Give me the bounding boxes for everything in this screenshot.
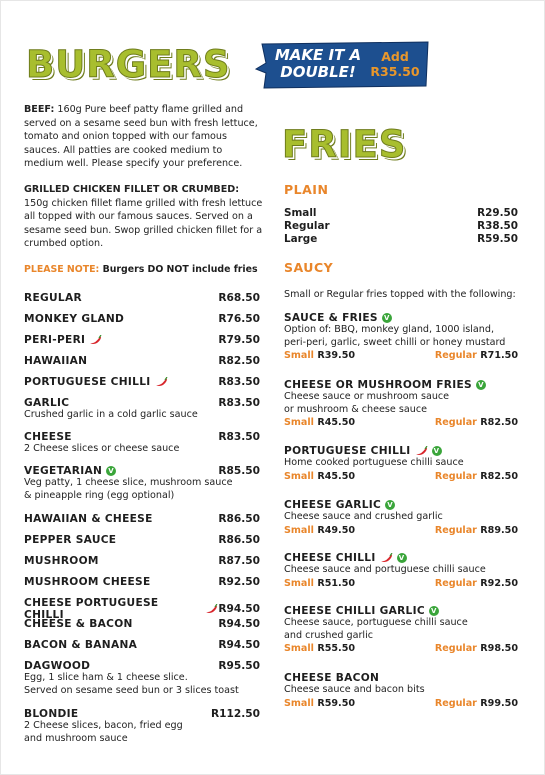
item-price: R94.50 (218, 618, 260, 630)
fry-name-wrap (284, 605, 518, 617)
item-desc: Veg patty, 1 cheese slice, mushroom sauce (24, 477, 233, 488)
item-name: MUSHROOM (24, 555, 99, 567)
fry-desc: Home cooked portuguese chilli sauce (284, 457, 464, 468)
fries-title: FRIES (282, 123, 407, 166)
fry-desc: Option of: BBQ, monkey gland, 1000 island, (284, 324, 495, 335)
chicken-description (24, 183, 264, 251)
burgers-title: BURGERS (26, 43, 231, 86)
item-price: R83.50 (218, 397, 260, 409)
item-price: R86.50 (218, 534, 260, 546)
regular-label: Regular (434, 643, 477, 655)
burger-item-monkey-gland (24, 313, 260, 325)
regular-price: R82.50 (480, 470, 518, 482)
fry-name: PORTUGUESE CHILLI (284, 445, 411, 457)
item-name: BACON & BANANA (24, 639, 138, 651)
item-name: HAWAIIAN (24, 355, 88, 367)
burger-item-cheese (24, 431, 260, 456)
fry-name: CHEESE OR MUSHROOM FRIES (284, 379, 472, 391)
saucy-intro: Small or Regular fries topped with the following: (284, 289, 516, 300)
vegetarian-icon: V (429, 606, 439, 616)
plain-price: R38.50 (477, 220, 518, 232)
burger-item-hawaiian-cheese (24, 513, 260, 525)
chilli-icon (205, 604, 218, 614)
note-text: Burgers DO NOT include fries (102, 264, 258, 275)
plain-heading: PLAIN (284, 182, 329, 197)
item-price: R79.50 (218, 334, 260, 346)
small-price: R39.50 (317, 350, 356, 362)
item-price: R82.50 (218, 355, 260, 367)
small-label: Small (284, 577, 314, 589)
burger-item-regular (24, 292, 260, 304)
fry-sizes (284, 578, 518, 589)
burger-item-mushroom-cheese (24, 576, 260, 588)
item-desc: 2 Cheese slices or cheese sauce (24, 443, 180, 454)
item-desc: 2 Cheese slices, bacon, fried egg (24, 720, 183, 731)
fry-name: CHEESE CHILLI GARLIC (284, 605, 425, 617)
regular-price: R98.50 (480, 643, 518, 655)
regular-label: Regular (434, 350, 477, 362)
item-price: R76.50 (218, 313, 260, 325)
make-it-double-badge (254, 41, 431, 89)
plain-price: R29.50 (477, 207, 518, 219)
item-price: R83.50 (218, 431, 260, 443)
fry-desc: Cheese sauce and crushed garlic (284, 511, 443, 522)
regular-price: R89.50 (480, 524, 518, 536)
item-price: R83.50 (218, 376, 260, 388)
item-name: PORTUGUESE CHILLI (24, 376, 151, 388)
fry-name-wrap (284, 552, 518, 564)
chilli-icon (380, 553, 393, 563)
item-price: R94.50 (218, 603, 260, 615)
fry-name-wrap (284, 499, 518, 511)
item-name: BLONDIE (24, 708, 79, 720)
fry-sizes (284, 698, 518, 709)
chilli-icon (89, 335, 102, 345)
beef-text: 160g Pure beef patty flame grilled and served on a sesame seed bun with fresh lettuce, tomato and onion topped with our famous sauces. All patties are cooked medium to medium well. Please specify your preference. (24, 104, 258, 170)
burger-item-vegetarian (24, 465, 260, 502)
saucy-heading: SAUCY (284, 260, 334, 275)
badge-add-price: R35.50 (370, 64, 420, 79)
small-label: Small (284, 697, 314, 709)
burger-item-mushroom (24, 555, 260, 567)
regular-price: R99.50 (480, 697, 518, 709)
item-desc-2: Served on sesame seed bun or 3 slices toast (24, 684, 239, 696)
regular-label: Regular (434, 470, 477, 482)
item-price: R68.50 (218, 292, 260, 304)
chicken-text: 150g chicken fillet flame grilled with fresh lettuce all topped with our famous sauces. Served on a sesame seed bun. Swop grilled chicken fillet for a crumbed option. (24, 197, 263, 250)
item-price: R112.50 (210, 708, 260, 720)
fry-desc: Cheese sauce, portuguese chilli sauce (284, 617, 468, 628)
fries-item-cheese-chilli (284, 552, 518, 589)
burger-item-hawaiian (24, 355, 260, 367)
plain-size: Regular (284, 220, 330, 232)
regular-price: R92.50 (480, 577, 518, 589)
fry-sizes (284, 417, 518, 428)
burger-item-peri-peri (24, 334, 260, 346)
fries-item-cheese-garlic (284, 499, 518, 536)
small-label: Small (284, 643, 314, 655)
fry-name-wrap (284, 312, 518, 324)
burger-item-blondie (24, 708, 260, 745)
item-name: MUSHROOM CHEESE (24, 576, 151, 588)
plain-row-regular (284, 220, 518, 232)
fry-desc: Cheese sauce and portuguese chilli sauce (284, 564, 486, 575)
item-desc-2: & pineapple ring (egg optional) (24, 489, 175, 501)
fries-item-cheese-chilli-garlic (284, 605, 518, 654)
small-price: R45.50 (317, 470, 356, 482)
small-price: R51.50 (317, 577, 356, 589)
burger-item-portuguese-chilli (24, 376, 260, 388)
fry-desc: Cheese sauce and bacon bits (284, 684, 425, 695)
vegetarian-icon: V (382, 313, 392, 323)
fry-sizes (284, 471, 518, 482)
fry-name: SAUCE & FRIES (284, 312, 378, 324)
item-price: R92.50 (218, 576, 260, 588)
beef-description (24, 103, 264, 171)
regular-label: Regular (434, 417, 477, 429)
item-name: CHEESE (24, 431, 72, 443)
vegetarian-icon: V (106, 466, 116, 476)
burger-item-dagwood (24, 660, 260, 697)
beef-label: BEEF: (24, 104, 55, 115)
badge-add-label: Add (381, 49, 409, 64)
fry-desc-2: or mushroom & cheese sauce (284, 403, 428, 415)
badge-add (370, 49, 420, 79)
item-name: REGULAR (24, 292, 82, 304)
burger-item-bacon-banana (24, 639, 260, 651)
plain-size: Large (284, 233, 318, 245)
item-name: PEPPER SAUCE (24, 534, 117, 546)
fry-name: CHEESE BACON (284, 672, 380, 684)
regular-label: Regular (434, 697, 477, 709)
burgers-note (24, 264, 258, 275)
item-price: R95.50 (218, 660, 260, 672)
small-label: Small (284, 417, 314, 429)
item-name: PERI-PERI (24, 334, 86, 346)
small-label: Small (284, 524, 314, 536)
burger-item-cheese-bacon (24, 618, 260, 630)
vegetarian-icon: V (397, 553, 407, 563)
note-label: PLEASE NOTE: (24, 264, 100, 275)
fry-desc: Cheese sauce or mushroom sauce (284, 391, 450, 402)
item-desc: Crushed garlic in a cold garlic sauce (24, 409, 198, 420)
item-price: R85.50 (218, 465, 260, 477)
item-name-wrap (24, 376, 168, 388)
item-name: HAWAIIAN & CHEESE (24, 513, 153, 525)
fry-name: CHEESE CHILLI (284, 552, 376, 564)
regular-label: Regular (434, 577, 477, 589)
plain-price: R59.50 (477, 233, 518, 245)
plain-row-large (284, 233, 518, 245)
plain-row-small (284, 207, 518, 219)
vegetarian-icon: V (476, 380, 486, 390)
chilli-icon (415, 446, 428, 456)
item-name: DAGWOOD (24, 660, 91, 672)
chicken-label: GRILLED CHICKEN FILLET OR CRUMBED: (24, 184, 240, 195)
plain-size: Small (284, 207, 317, 219)
burger-item-pepper-sauce (24, 534, 260, 546)
small-price: R49.50 (317, 524, 356, 536)
item-name-wrap (24, 334, 102, 346)
item-name-wrap (24, 465, 116, 477)
fry-sizes (284, 643, 518, 654)
fries-item-portuguese-chilli (284, 445, 518, 482)
item-desc-2: and mushroom sauce (24, 732, 128, 744)
small-price: R45.50 (317, 417, 356, 429)
item-name: VEGETARIAN (24, 465, 103, 477)
vegetarian-icon: V (432, 446, 442, 456)
fries-item-sauce-fries (284, 312, 518, 361)
fry-name: CHEESE GARLIC (284, 499, 382, 511)
small-label: Small (284, 470, 314, 482)
vegetarian-icon: V (385, 500, 395, 510)
item-name: MONKEY GLAND (24, 313, 125, 325)
small-price: R59.50 (317, 697, 356, 709)
item-price: R94.50 (218, 639, 260, 651)
burger-item-garlic (24, 397, 260, 422)
fry-name-wrap (284, 379, 518, 391)
item-name: CHEESE PORTUGUESE CHILLI (24, 597, 159, 621)
item-desc: Egg, 1 slice ham & 1 cheese slice. (24, 672, 188, 683)
regular-label: Regular (434, 524, 477, 536)
regular-price: R71.50 (480, 350, 518, 362)
small-label: Small (284, 350, 314, 362)
item-price: R86.50 (218, 513, 260, 525)
fry-desc-2: and crushed garlic (284, 629, 374, 641)
fries-item-cheese-or-mushroom (284, 379, 518, 428)
item-name: GARLIC (24, 397, 70, 409)
fries-item-cheese-bacon (284, 672, 518, 709)
item-name: CHEESE & BACON (24, 618, 133, 630)
fry-desc-2: peri-peri, garlic, sweet chilli or honey mustard (284, 336, 506, 348)
badge-make-double-text: MAKE IT A DOUBLE! (274, 46, 362, 81)
fry-sizes (284, 350, 518, 361)
fry-name-wrap (284, 672, 518, 684)
fry-name-wrap (284, 445, 518, 457)
chilli-icon (155, 377, 168, 387)
small-price: R55.50 (317, 643, 356, 655)
fry-sizes (284, 525, 518, 536)
regular-price: R82.50 (480, 417, 518, 429)
item-price: R87.50 (218, 555, 260, 567)
